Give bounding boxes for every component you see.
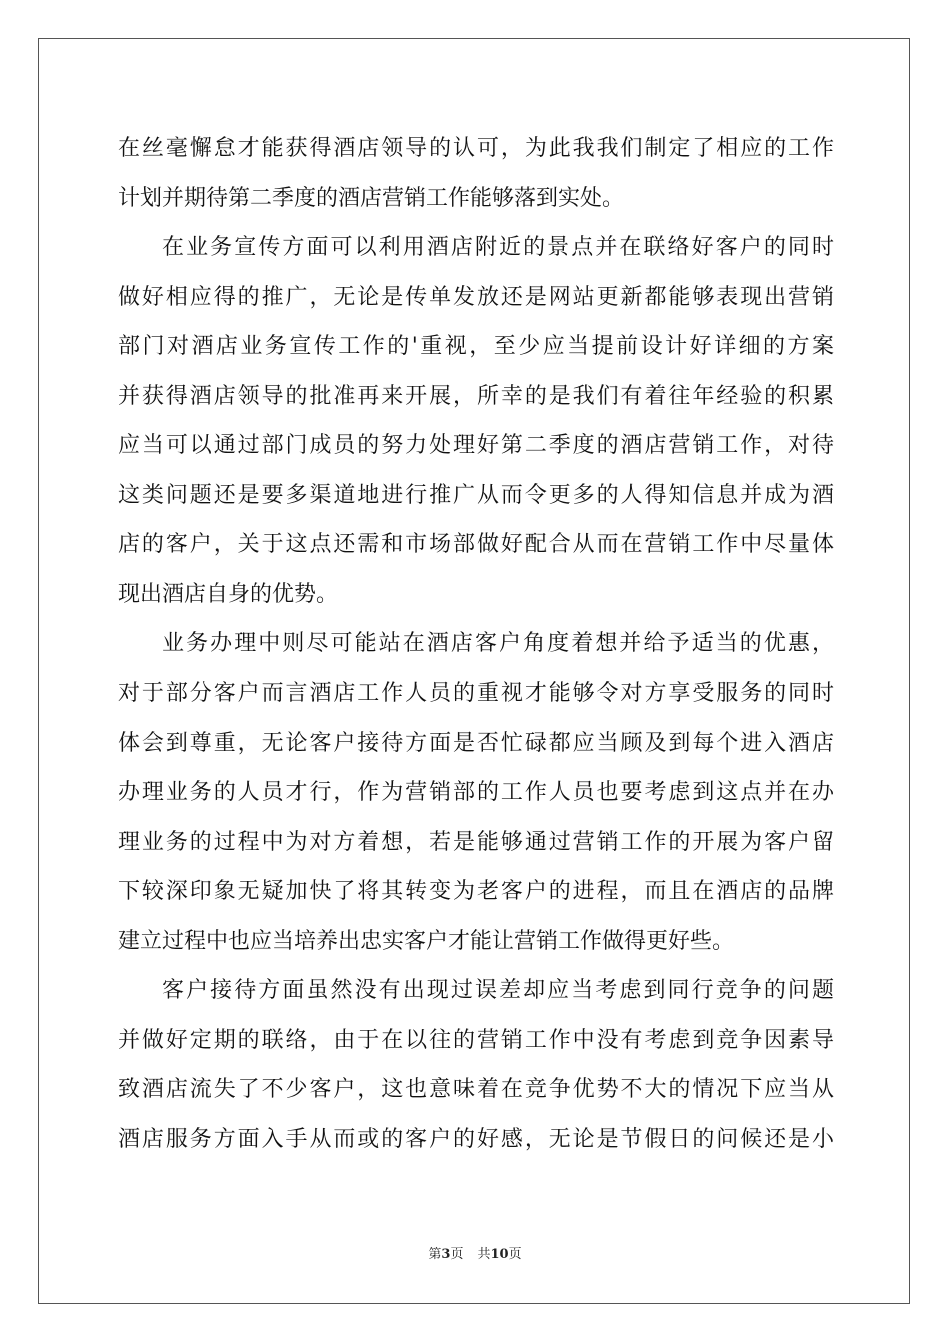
text-line: 应当可以通过部门成员的努力处理好第二季度的酒店营销工作，对待	[118, 433, 834, 459]
text-line: 理业务的过程中为对方着想，若是能够通过营销工作的开展为客户留	[118, 829, 834, 855]
text-line: 现出酒店自身的优势。	[118, 581, 339, 607]
text-line: 办理业务的人员才行，作为营销部的工作人员也要考虑到这点并在办	[118, 780, 834, 806]
text-line: 在丝毫懈怠才能获得酒店领导的认可，为此我我们制定了相应的工作	[118, 136, 834, 161]
page-footer	[0, 1246, 950, 1264]
page-label-prefix: 第	[428, 1247, 442, 1262]
text-line: 下较深印象无疑加快了将其转变为老客户的进程，而且在酒店的品牌	[118, 879, 834, 905]
page-label-suffix: 页	[450, 1247, 464, 1262]
total-label-suffix: 页	[508, 1247, 522, 1262]
text-line: 致酒店流失了不少客户，这也意味着在竞争优势不大的情况下应当从	[118, 1077, 834, 1103]
total-label-prefix: 共	[477, 1247, 491, 1262]
text-line: 业务办理中则尽可能站在酒店客户角度着想并给予适当的优惠，	[162, 631, 834, 657]
text-line: 体会到尊重，无论客户接待方面是否忙碌都应当顾及到每个进入酒店	[118, 730, 834, 756]
text-line: 这类问题还是要多渠道地进行推广从而令更多的人得知信息并成为酒	[118, 482, 834, 508]
total-page-number: 10	[490, 1247, 509, 1262]
text-line: 对于部分客户而言酒店工作人员的重视才能够令对方享受服务的同时	[118, 681, 834, 707]
text-line: 店的客户，关于这点还需和市场部做好配合从而在营销工作中尽量体	[118, 532, 834, 558]
text-line: 并获得酒店领导的批准再来开展，所幸的是我们有着往年经验的积累	[118, 383, 834, 409]
text-line: 部门对酒店业务宣传工作的'重视，至少应当提前设计好详细的方案	[118, 334, 834, 360]
document-body	[118, 124, 834, 1164]
text-line: 在业务宣传方面可以利用酒店附近的景点并在联络好客户的同时	[162, 235, 834, 261]
text-line: 做好相应得的推广，无论是传单发放还是网站更新都能够表现出营销	[118, 284, 834, 310]
current-page-number: 3	[441, 1247, 451, 1262]
text-line: 酒店服务方面入手从而或的客户的好感，无论是节假日的问候还是小	[118, 1126, 834, 1152]
text-line: 计划并期待第二季度的酒店营销工作能够落到实处。	[118, 185, 625, 211]
text-line: 并做好定期的联络，由于在以往的营销工作中没有考虑到竞争因素导	[118, 1027, 834, 1053]
text-line: 建立过程中也应当培养出忠实客户才能让营销工作做得更好些。	[118, 928, 735, 954]
text-line: 客户接待方面虽然没有出现过误差却应当考虑到同行竞争的问题	[162, 978, 834, 1004]
